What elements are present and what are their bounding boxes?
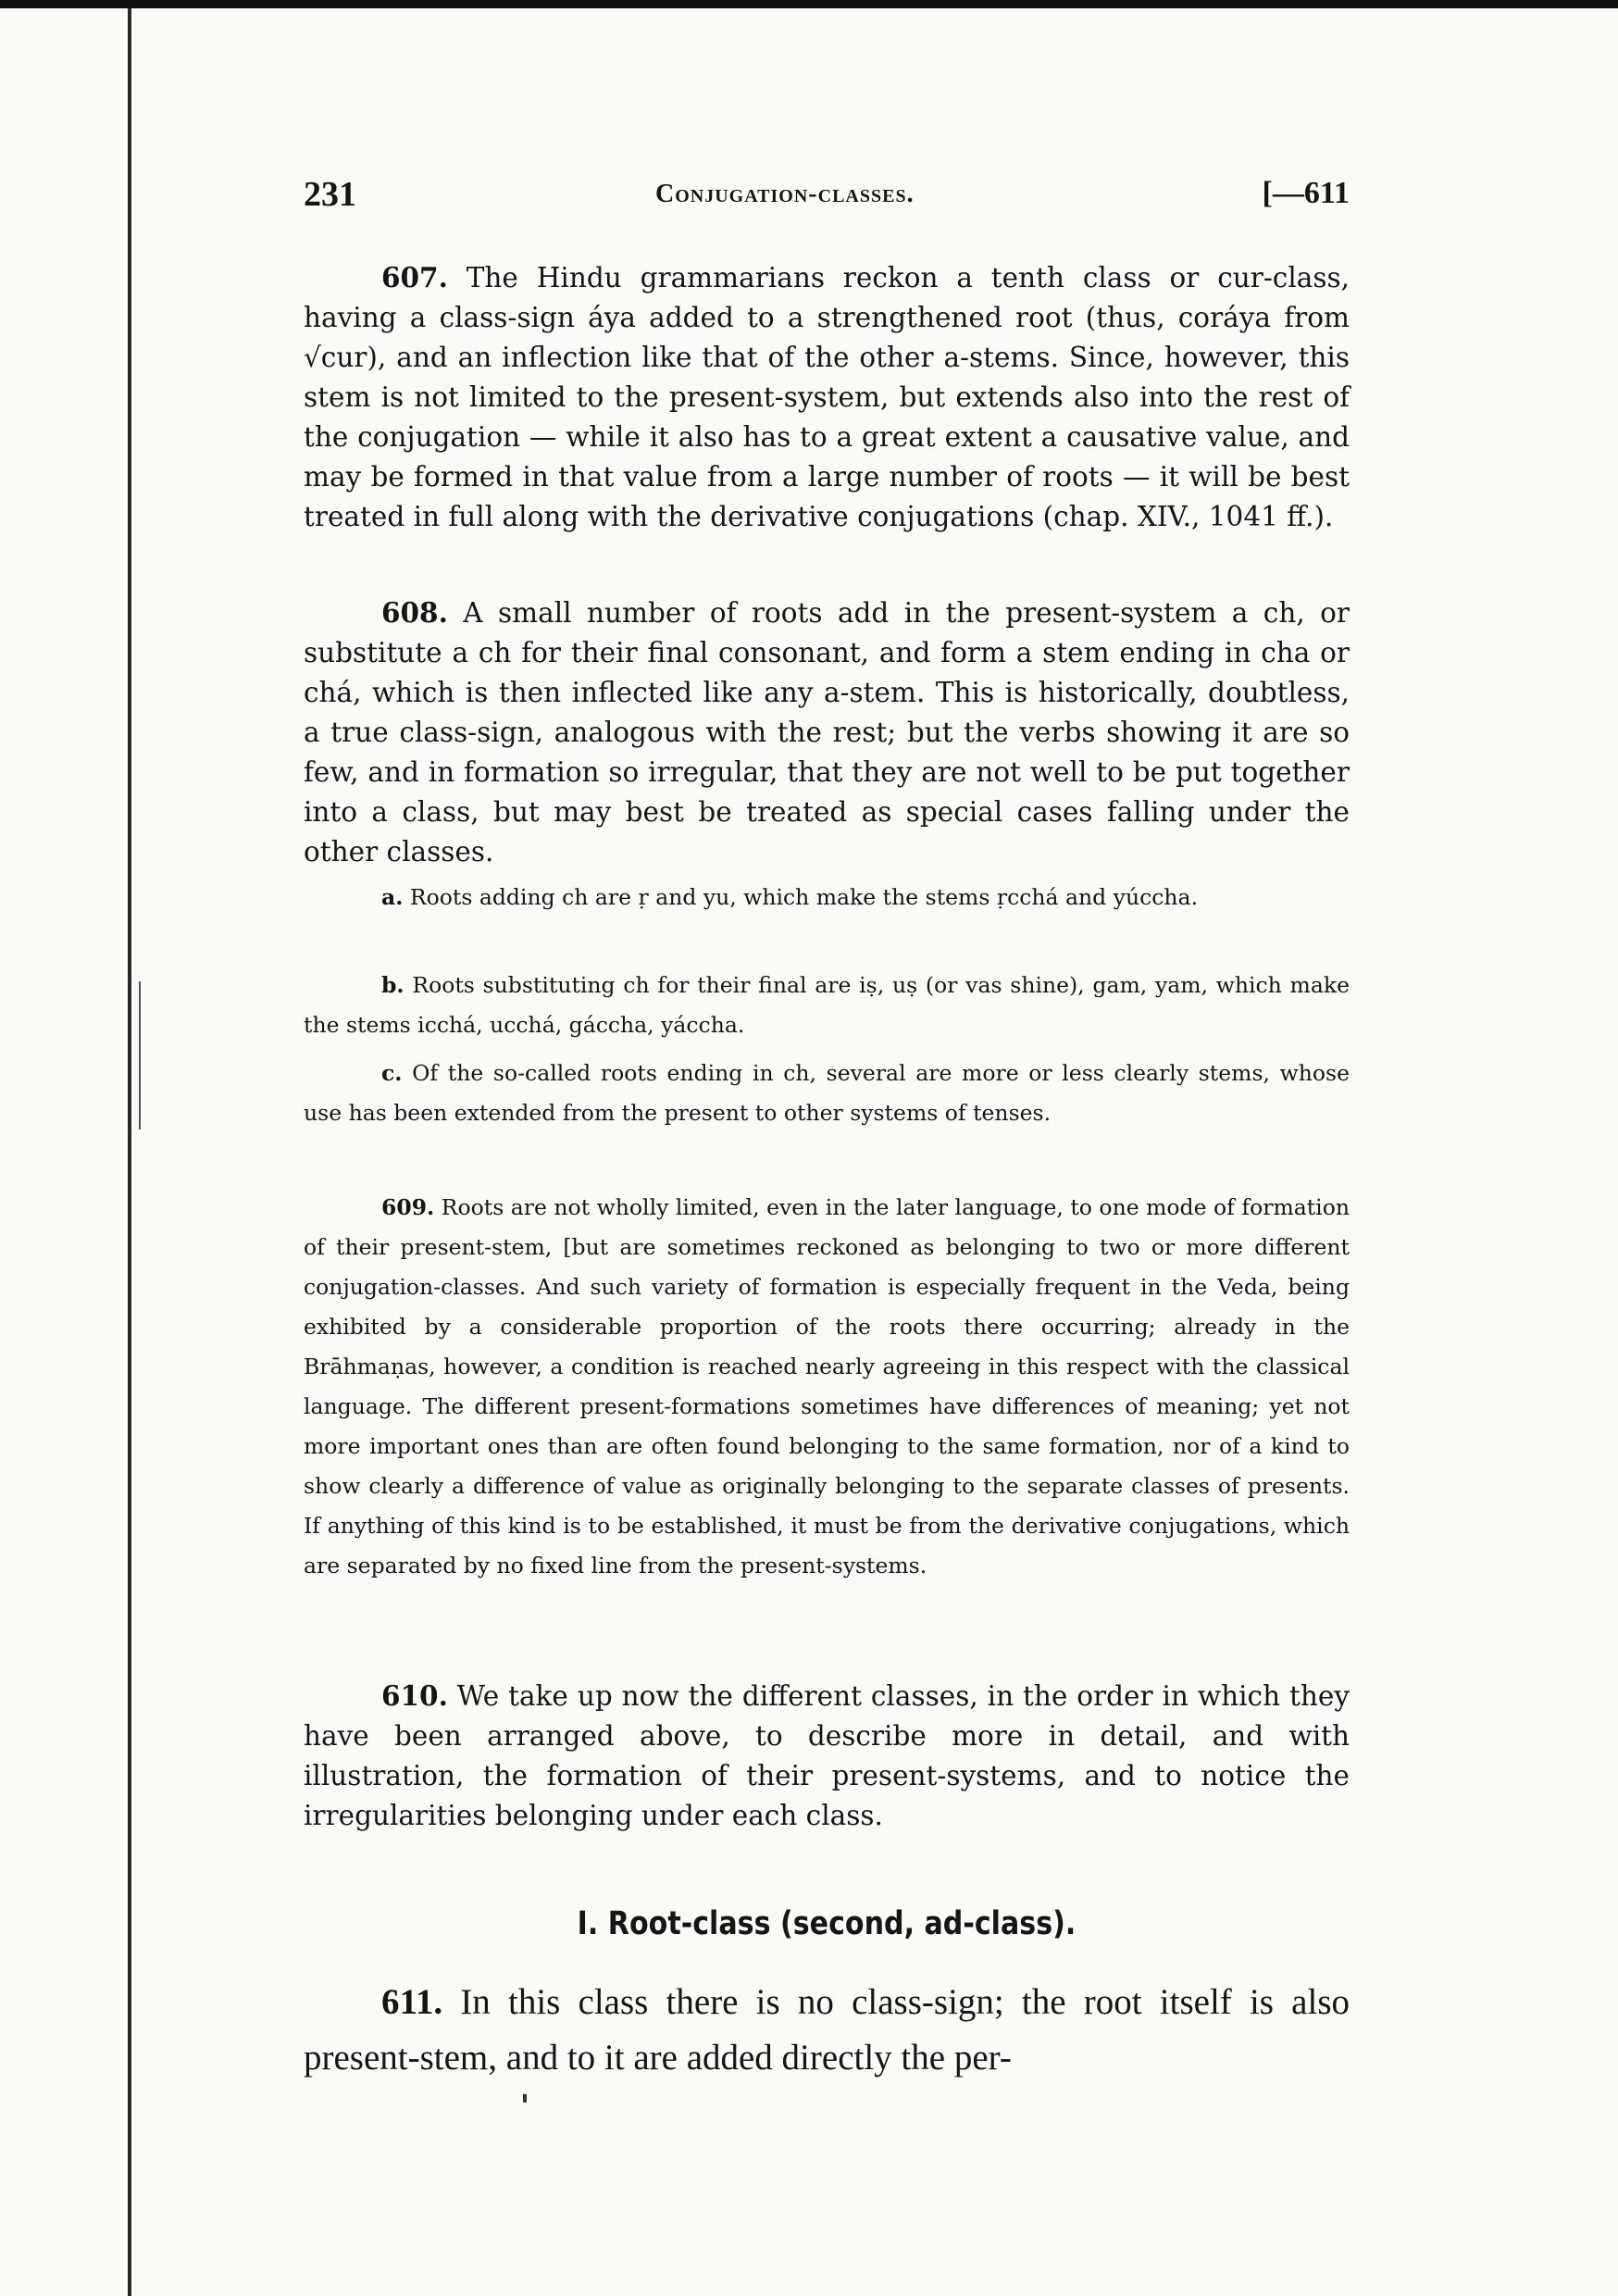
running-title: Conjugation-classes.	[655, 180, 915, 208]
paragraph-number: 609.	[381, 1194, 435, 1220]
section-heading: I. Root-class (second, ad-class).	[577, 1905, 1077, 1942]
paragraph-text: A small number of roots add in the present-system a ch, or substitute a ch for their final consonant, and form a stem ending in cha or chá, which is then inflected like any a-stem. This is historically, doubtless, a true class-sign, analogous with the rest; but the verbs showing it are so few, and in formation so irregular, that they are not well to be put together into a class, but may best be treated as special cases falling under the other classes.	[304, 597, 1350, 867]
scan-left-edge	[128, 8, 131, 2296]
paragraph-607	[304, 257, 1350, 537]
subparagraph-608c	[304, 1054, 1350, 1133]
running-header	[304, 174, 1350, 222]
paragraph-text: We take up now the different classes, in the order in which they have been arranged above, to describe more in detail, and with illustration, the formation of their present-systems, and to notice the irregularities belonging under each class.	[304, 1680, 1350, 1831]
paragraph-611	[304, 1975, 1350, 2086]
paragraph-number: 610.	[381, 1679, 448, 1712]
paragraph-text: Roots are not wholly limited, even in the later language, to one mode of formation of their present-stem, [but are sometimes reckoned as belonging to two or more different conjugation-classes. And such variety of formation is especially frequent in the Veda, being exhibited by a considerable proportion of the roots there occurring; already in the Brāhmaṇas, however, a condition is reached nearly agreeing in this respect with the classical language. The different present-formations sometimes have differences of meaning; yet not more important ones than are often found belonging to the same formation, nor of a kind to show clearly a difference of value as originally belonging to the separate classes of presents. If anything of this kind is to be established, it must be from the derivative conjugations, which are separated by no fixed line from the present-systems.	[304, 1194, 1350, 1578]
scan-edge-mark	[139, 981, 141, 1129]
subparagraph-label: c.	[381, 1060, 403, 1086]
subparagraph-label: a.	[381, 884, 404, 910]
paragraph-text: The Hindu grammarians reckon a tenth class or cur-class, having a class-sign áya added to a strengthened root (thus, coráya from √cur), and an inflection like that of the other a-stems. Since, however, this stem is not limited to the present-system, but extends also into the rest of the conjugation — while it also has to a great extent a causative value, and may be formed in that value from a large number of roots — it will be best treated in full along with the derivative conjugations (chap. XIV., 1041 ff.).	[304, 262, 1350, 532]
paragraph-text: In this class there is no class-sign; the root itself is also present-stem, and to it are added directly the per-	[304, 1982, 1350, 2078]
subparagraph-text: Roots substituting ch for their final are iṣ, uṣ (or vas shine), gam, yam, which make the stems icchá, ucchá, gáccha, yáccha.	[304, 972, 1350, 1038]
paragraph-608	[304, 593, 1350, 872]
page-number: 231	[304, 175, 356, 214]
paragraph-number: 611.	[381, 1982, 443, 2022]
section-reference: [—611	[1262, 176, 1350, 210]
scan-top-border	[0, 0, 1618, 8]
paragraph-number: 608.	[381, 596, 448, 629]
subparagraph-text: Of the so-called roots ending in ch, several are more or less clearly stems, whose use has been extended from the present to other systems of tenses.	[304, 1060, 1350, 1126]
subparagraph-text: Roots adding ch are ṛ and yu, which make the stems ṛcchá and yúccha.	[409, 884, 1199, 910]
ink-speck	[523, 2094, 527, 2103]
subparagraph-label: b.	[381, 972, 404, 998]
paragraph-610	[304, 1676, 1350, 1836]
subparagraph-608a	[304, 878, 1350, 917]
subparagraph-608b	[304, 966, 1350, 1045]
paragraph-number: 607.	[381, 261, 448, 293]
paragraph-609	[304, 1188, 1350, 1586]
